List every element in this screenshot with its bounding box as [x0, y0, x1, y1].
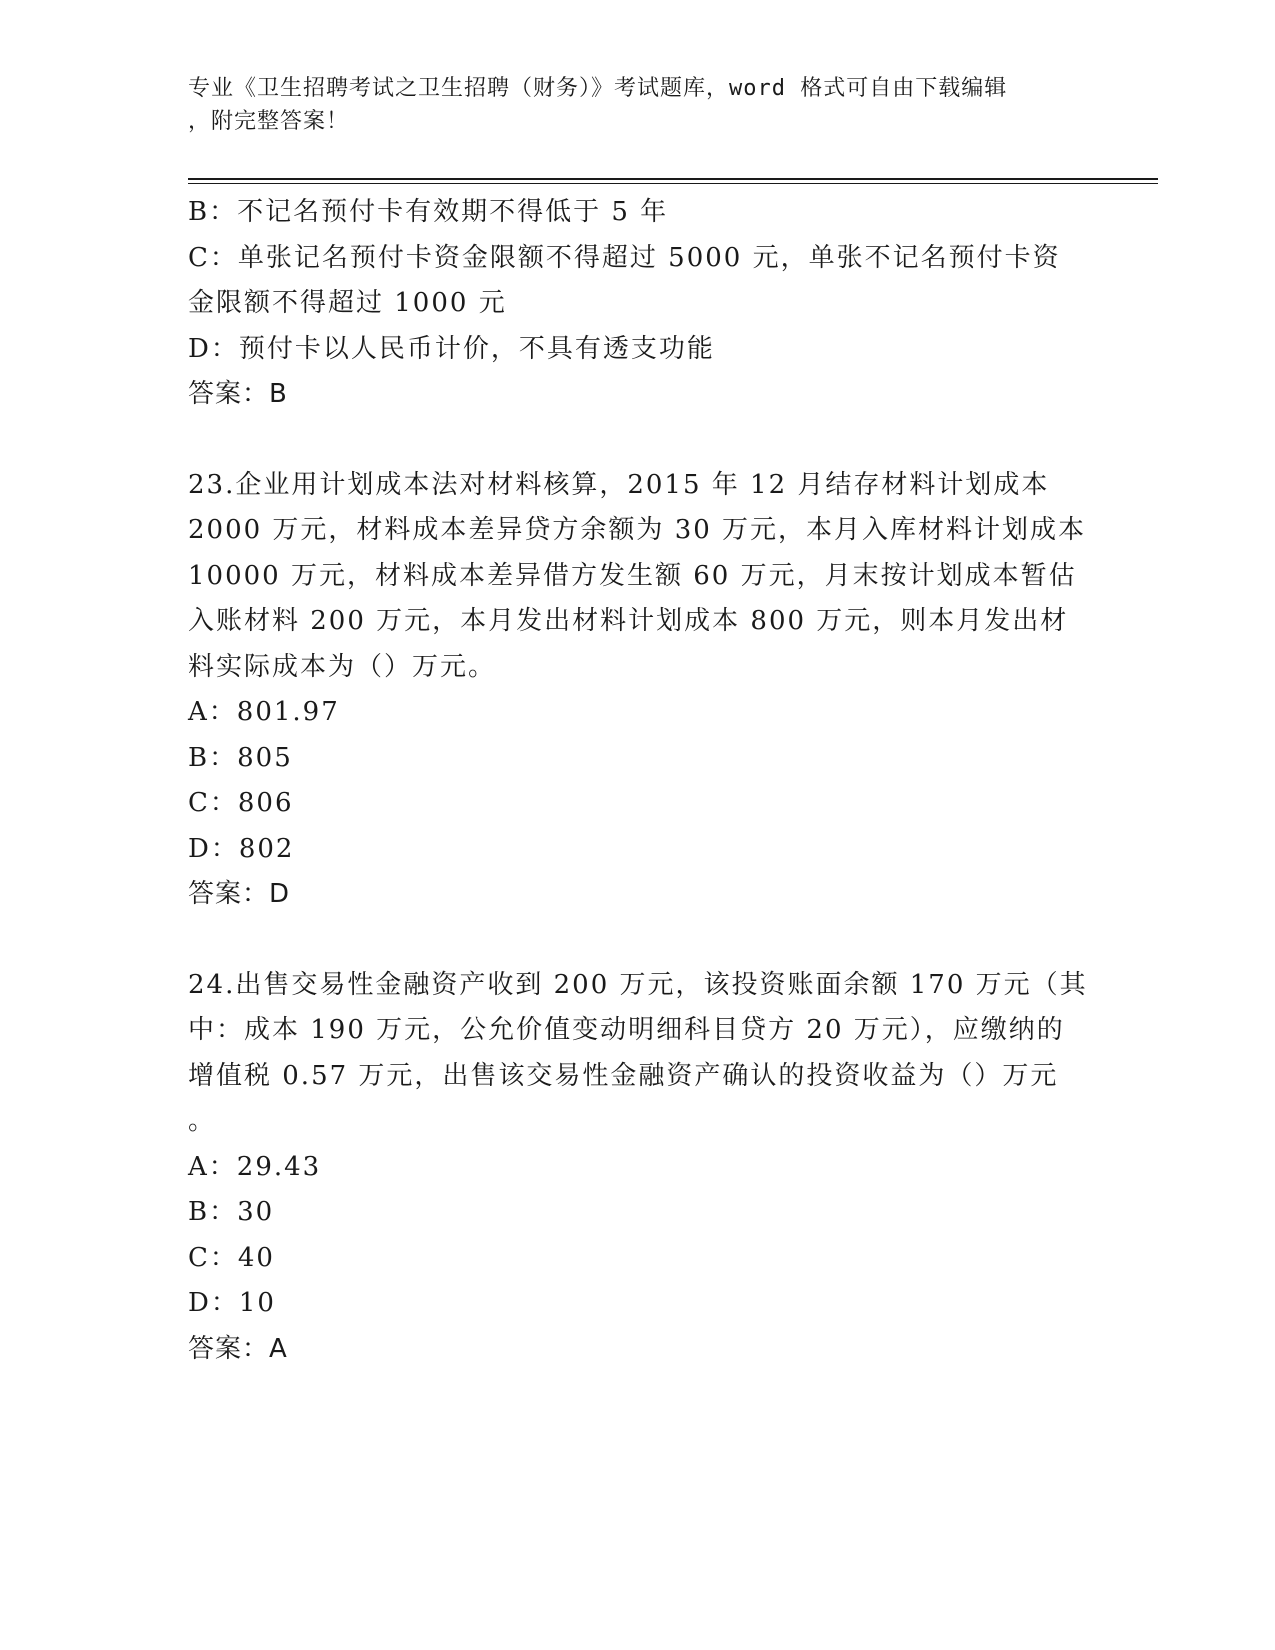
question-text-line: 。	[188, 1106, 217, 1136]
header-divider-thin	[188, 183, 1158, 184]
option-c: C：单张记名预付卡资金限额不得超过 5000 元，单张不记名预付卡资	[188, 242, 1061, 273]
option-b: B：不记名预付卡有效期不得低于 5 年	[188, 197, 669, 227]
question-text-line: 中：成本 190 万元，公允价值变动明细科目贷方 20 万元），应缴纳的	[188, 1015, 1065, 1045]
question-text-line: 料实际成本为（）万元。	[188, 651, 497, 682]
spacer	[188, 918, 1088, 963]
question-text-line: 10000 万元，材料成本差异借方发生额 60 万元，月末按计划成本暂估	[188, 560, 1077, 591]
option-d: D：预付卡以人民币计价，不具有透支功能	[188, 333, 715, 364]
question-22-tail	[188, 190, 1088, 418]
question-text-line: 2000 万元，材料成本差异贷方余额为 30 万元，本月入库材料计划成本	[188, 515, 1087, 545]
option-a: A：29.43	[188, 1151, 322, 1182]
option-a: A：801.97	[188, 697, 340, 727]
question-text-line: 入账材料 200 万元，本月发出材料计划成本 800 万元，则本月发出材	[188, 606, 1069, 636]
option-c: C：40	[188, 1242, 275, 1273]
option-d: D：10	[188, 1288, 276, 1318]
answer-line: 答案：A	[188, 1333, 288, 1364]
option-c: C：806	[188, 788, 294, 818]
header-line-2: ，附完整答案！	[188, 109, 350, 134]
header-line-1: 专业《卫生招聘考试之卫生招聘（财务）》考试题库，word 格式可自由下载编辑	[188, 76, 1008, 101]
option-d: D：802	[188, 833, 295, 864]
option-c-continued: 金限额不得超过 1000 元	[188, 288, 507, 318]
question-text-line: 增值税 0.57 万元，出售该交易性金融资产确认的投资收益为（）万元	[188, 1060, 1059, 1091]
spacer	[188, 418, 1088, 463]
question-23	[188, 463, 1088, 918]
answer-line: 答案：B	[188, 379, 288, 409]
option-b: B：30	[188, 1197, 275, 1227]
header-divider-thick	[188, 178, 1158, 180]
answer-line: 答案：D	[188, 879, 291, 909]
document-body	[188, 190, 1088, 1372]
question-24	[188, 963, 1088, 1373]
question-text-line: 24.出售交易性金融资产收到 200 万元，该投资账面余额 170 万元（其	[188, 969, 1088, 1000]
option-b: B：805	[188, 742, 293, 773]
question-text-line: 23.企业用计划成本法对材料核算，2015 年 12 月结存材料计划成本	[188, 469, 1050, 500]
document-header	[188, 72, 1068, 138]
